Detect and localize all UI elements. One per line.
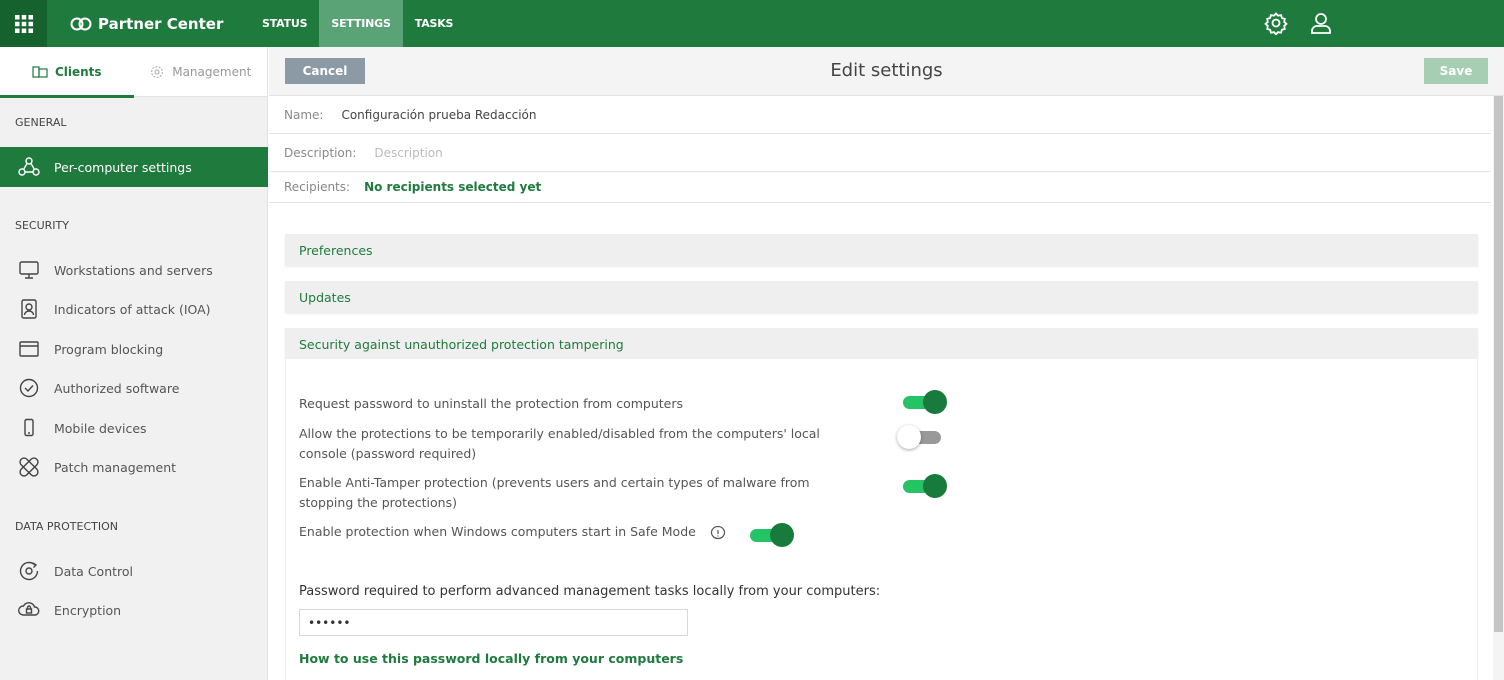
name-row: [269, 96, 1491, 134]
toggle-anti-tamper[interactable]: [901, 474, 947, 498]
nav-settings[interactable]: SETTINGS: [319, 0, 402, 47]
toggle-temporary-enable[interactable]: [899, 425, 945, 449]
check-circle-icon: [18, 378, 40, 398]
clients-icon: [32, 66, 48, 78]
panel-preferences[interactable]: Preferences: [285, 234, 1478, 266]
option-uninstall-password: Request password to uninstall the protection from computers: [299, 396, 683, 411]
sidebar-item-patch-management[interactable]: [0, 448, 268, 486]
phone-icon: [18, 418, 40, 438]
data-control-icon: [18, 561, 40, 581]
toggle-safe-mode[interactable]: [748, 523, 794, 547]
badge-user-icon: [18, 299, 40, 319]
sidebar-item-label: Patch management: [54, 459, 177, 475]
description-label: Description:: [284, 145, 357, 160]
sidebar-item-label: Indicators of attack (IOA): [54, 301, 211, 317]
recipients-row: [269, 172, 1491, 203]
option-temporary-enable: Allow the protections to be temporarily enabled/disabled from the computers' local console (password required): [299, 426, 820, 461]
window-icon: [18, 339, 40, 359]
save-button[interactable]: Save: [1424, 58, 1488, 84]
tab-management[interactable]: [134, 47, 268, 97]
nav-status[interactable]: STATUS: [262, 17, 308, 30]
apps-grid-icon: [14, 14, 34, 34]
name-label: Name:: [284, 107, 324, 122]
sidebar-tabs: [0, 47, 267, 97]
apps-grid-button[interactable]: [0, 0, 47, 47]
panel-security-tampering[interactable]: Security against unauthorized protection tampering: [285, 328, 1478, 360]
tab-clients-label: Clients: [54, 65, 102, 79]
name-value[interactable]: Configuración prueba Redacción: [341, 107, 537, 122]
sidebar-item-ioa[interactable]: [0, 290, 268, 328]
sidebar-item-label: Authorized software: [54, 380, 180, 396]
sidebar-item-encryption[interactable]: [0, 591, 268, 629]
tab-management-label: Management: [172, 65, 252, 79]
settings-gear-icon[interactable]: [1264, 11, 1288, 35]
sidebar-item-label: Workstations and servers: [54, 262, 213, 278]
password-input[interactable]: [299, 609, 688, 636]
toggle-uninstall-password[interactable]: [901, 390, 947, 414]
user-icon[interactable]: [1309, 11, 1333, 35]
sidebar-item-program-blocking[interactable]: [0, 330, 268, 368]
info-icon[interactable]: [710, 525, 726, 541]
sidebar-item-per-computer-settings[interactable]: [0, 147, 268, 187]
sidebar-item-label: Mobile devices: [54, 420, 147, 436]
main-nav: [250, 0, 465, 47]
password-label: Password required to perform advanced management tasks locally from your computers:: [299, 584, 881, 599]
sidebar-item-authorized-software[interactable]: [0, 369, 268, 407]
sidebar-item-workstations[interactable]: [0, 251, 268, 289]
encryption-icon: [18, 600, 40, 620]
sidebar-item-mobile-devices[interactable]: [0, 409, 268, 447]
sidebar-item-label: Encryption: [54, 602, 122, 618]
how-to-use-password-link[interactable]: How to use this password locally from your computers: [299, 651, 684, 666]
section-data-protection: DATA PROTECTION: [15, 520, 118, 533]
section-general: GENERAL: [15, 116, 67, 129]
partner-logo-icon: [70, 17, 92, 31]
scrollbar-thumb[interactable]: [1494, 96, 1503, 632]
option-safe-mode: Enable protection when Windows computers start in Safe Mode: [299, 524, 696, 539]
sidebar-item-label: Data Control: [54, 563, 134, 579]
page-title: Edit settings: [830, 60, 943, 81]
patch-icon: [18, 457, 40, 477]
top-bar: [0, 0, 1504, 47]
network-icon: [18, 157, 40, 177]
edit-header: [269, 47, 1504, 96]
brand-name: Partner Center: [98, 14, 224, 33]
sidebar-item-label: Program blocking: [54, 341, 164, 357]
recipients-link[interactable]: No recipients selected yet: [364, 180, 542, 194]
brand[interactable]: [70, 0, 223, 47]
management-gear-icon: [149, 64, 165, 80]
description-row: [269, 134, 1491, 172]
tab-clients[interactable]: [0, 47, 134, 97]
sidebar-item-data-control[interactable]: [0, 552, 268, 590]
description-input[interactable]: [374, 146, 774, 160]
panel-updates[interactable]: Updates: [285, 281, 1478, 313]
option-anti-tamper: Enable Anti-Tamper protection (prevents users and certain types of malware from stopping the protections): [299, 475, 810, 510]
cancel-button[interactable]: Cancel: [285, 58, 365, 84]
nav-tasks[interactable]: TASKS: [414, 17, 454, 30]
section-security: SECURITY: [15, 219, 69, 232]
recipients-label: Recipients:: [284, 180, 351, 194]
sidebar-item-label: Per-computer settings: [54, 159, 192, 175]
monitor-icon: [18, 260, 40, 280]
scrollbar[interactable]: [1493, 96, 1504, 680]
